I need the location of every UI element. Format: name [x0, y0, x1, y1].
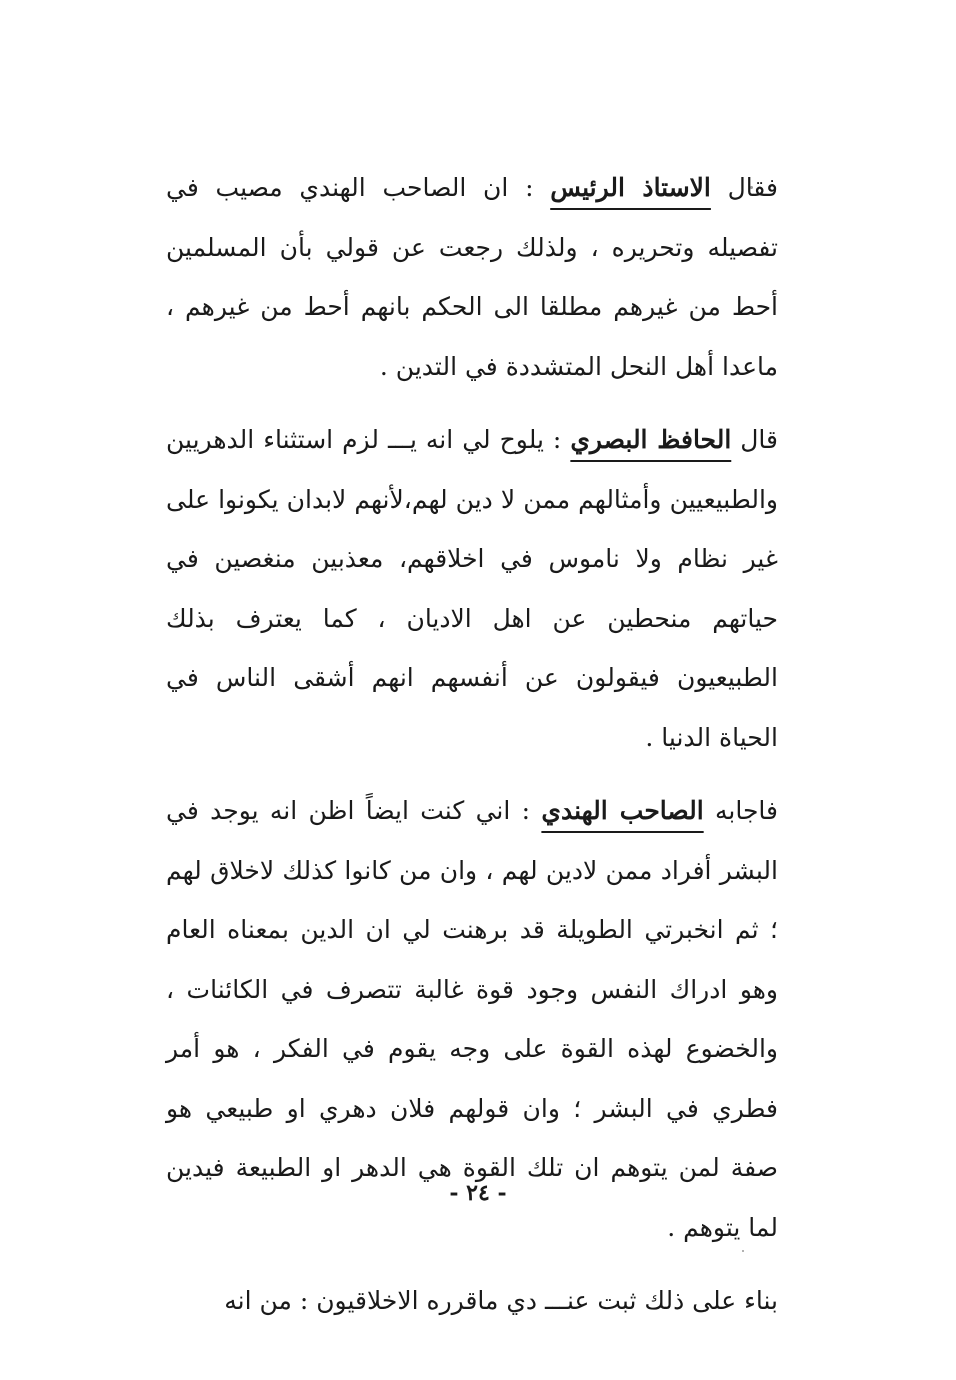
paragraph-4	[166, 1271, 778, 1331]
paragraph-4-text: بناء على ذلك ثبت عنـــ دي ماقرره الاخلاقيون : من انه	[224, 1286, 778, 1315]
paragraph-3-speaker: الصاحب الهندي	[541, 796, 704, 825]
paragraph-1-text: : ان الصاحب الهندي مصيب في تفصيله وتحريره ، ولذلك رجعت عن قولي بأن المسلمين أحط من غيرهم مطلقا الى الحكم بانهم أحط من غيرهم ، ماعدا أهل النحل المتشددة في التدين .	[166, 173, 778, 381]
body-text	[166, 158, 778, 1331]
paragraph-2-text: : يلوح لي انه يـــ لزم استثناء الدهريين والطبيعيين وأمثالهم ممن لا دين لهم،لأنهم لابدان يكونوا على غير نظام ولا ناموس في اخلاقهم، معذبين منغصين في حياتهم منحطين عن اهل الاديان ، كما يعترف بذلك الطبيعيون فيقولون عن أنفسهم انهم أشقى الناس في الحياة الدنيا .	[166, 425, 778, 752]
paragraph-1	[166, 158, 778, 396]
paragraph-2-prefix: قال	[731, 425, 778, 454]
paragraph-2	[166, 410, 778, 767]
page-number: - ٢٤ -	[449, 1180, 507, 1206]
paragraph-1-speaker: الاستاذ الرئيس	[550, 173, 711, 202]
paragraph-2-speaker: الحافظ البصري	[570, 425, 732, 454]
paragraph-3-text: : اني كنت ايضاً اظن انه يوجد في البشر أفراد ممن لادين لهم ، وان من كانوا كذلك لاخلاق لهم ؛ ثم انخبرتي الطويلة قد برهنت لي ان الدين بمعناه العام وهو ادراك النفس وجود قوة غالبة تتصرف في الكائنات ، والخضوع لهذه القوة على وجه يقوم في الفكر ، هو أمر فطري في البشر ؛ وان قولهم فلان دهري او طبيعي هو صفة لمن يتوهم ان تلك القوة هي الدهر او الطبيعة فيدين لما يتوهم .	[166, 796, 778, 1242]
paragraph-1-prefix: فقال	[710, 173, 778, 202]
paragraph-3-prefix: فاجابه	[703, 796, 778, 825]
